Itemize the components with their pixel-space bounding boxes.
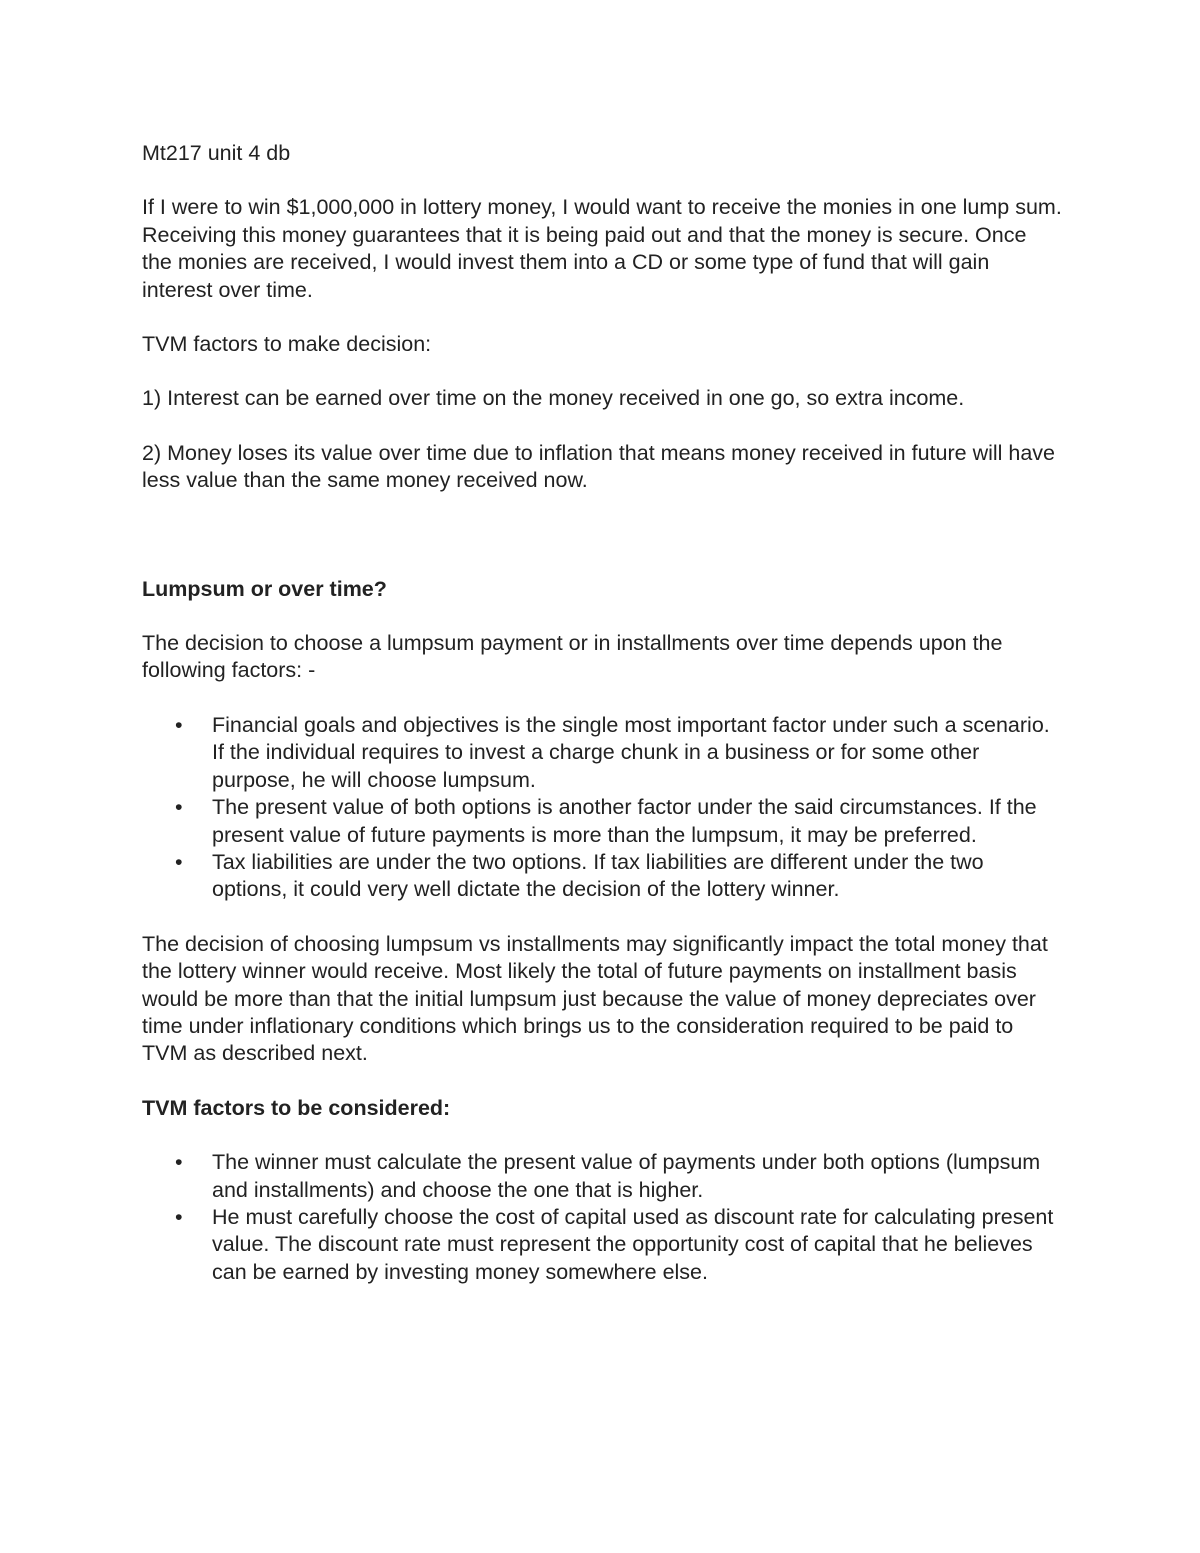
bullet-icon: • [175,712,183,737]
factor-1: 1) Interest can be earned over time on the money received in one go, so extra income. [142,386,965,411]
list-item-text: Tax liabilities are under the two options. If tax liabilities are different under the two options, it could very well dictate the decision of the lottery winner. [212,849,984,902]
list-item [142,712,1062,794]
lumpsum-conclusion: The decision of choosing lumpsum vs installments may significantly impact the total money that the lottery winner would receive. Most likely the total of future payments on installment basis would be more than that the initial lumpsum just because the value of money depreciates over time under inflationary conditions which brings us to the consideration required to be paid to TVM as described next. [142,931,1048,1066]
tvm-factor-list [142,1149,1062,1286]
factor-2: 2) Money loses its value over time due to inflation that means money received in future will have less value than the same money received now. [142,440,1056,493]
list-item [142,1204,1062,1286]
tvm-considered-heading: TVM factors to be considered: [142,1095,451,1120]
list-item [142,794,1062,849]
list-item-text: The winner must calculate the present value of payments under both options (lumpsum and installments) and choose the one that is higher. [212,1150,1041,1202]
bullet-icon: • [175,1150,183,1175]
bullet-icon: • [175,849,183,874]
document-page [142,140,1062,1313]
spacer [142,522,1062,576]
list-item-text: The present value of both options is another factor under the said circumstances. If the present value of future payments is more than the lumpsum, it may be preferred. [212,795,1037,847]
tvm-decision-heading: TVM factors to make decision: [142,332,432,357]
document-title: Mt217 unit 4 db [142,141,291,165]
lumpsum-factor-list [142,712,1062,904]
intro-paragraph: If I were to win $1,000,000 in lottery money, I would want to receive the monies in one lump sum. Receiving this money guarantees that it is being paid out and that the money is secure. Once the monies are received, I would invest them into a CD or some type of fund that will gain interest over time. [142,195,1062,302]
lumpsum-intro: The decision to choose a lumpsum payment or in installments over time depends upon the following factors: - [142,631,1003,683]
bullet-icon: • [175,1204,183,1229]
list-item-text: He must carefully choose the cost of capital used as discount rate for calculating present value. The discount rate must represent the opportunity cost of capital that he believes can be earned by investing money somewhere else. [212,1204,1054,1284]
list-item-text: Financial goals and objectives is the single most important factor under such a scenario. If the individual requires to invest a charge chunk in a business or for some other purpose, he will choose lumpsum. [212,712,1050,792]
list-item [142,1149,1062,1204]
lumpsum-heading: Lumpsum or over time? [142,576,387,601]
bullet-icon: • [175,795,183,820]
list-item [142,849,1062,904]
